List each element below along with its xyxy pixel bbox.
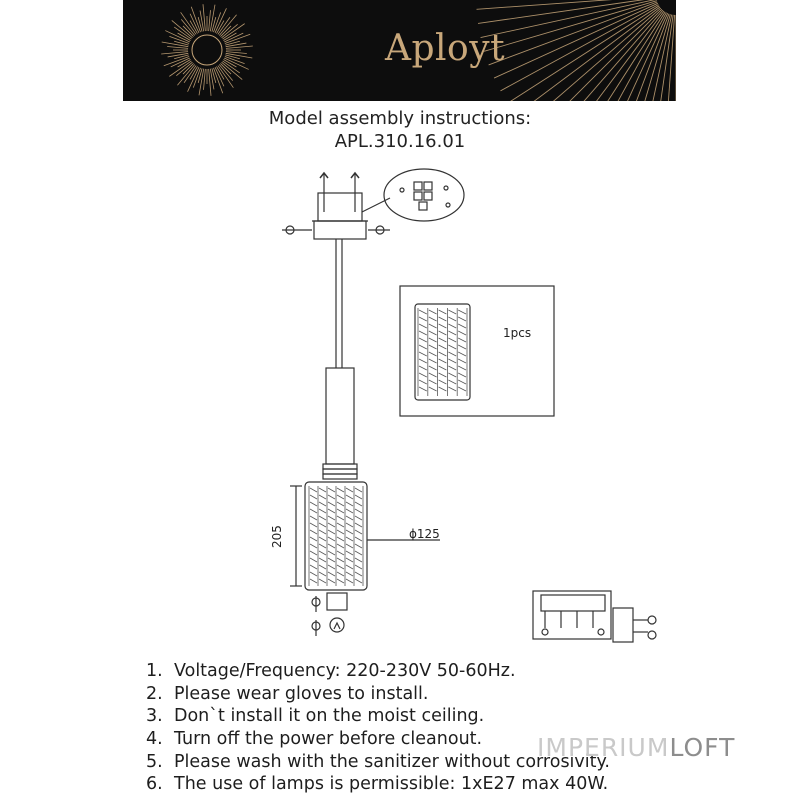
height-value: 205 xyxy=(270,525,284,548)
model-number: APL.310.16.01 xyxy=(334,131,466,152)
list-item: 2. Please wear gloves to install. xyxy=(146,684,429,704)
list-item: 5. Please wash with the sanitizer without corrosivity. xyxy=(146,752,610,772)
brand-logo: Aployt xyxy=(385,28,506,69)
diameter-value: ϕ125 xyxy=(409,527,440,541)
list-item: 1. Voltage/Frequency: 220-230V 50-60Hz. xyxy=(146,661,516,681)
socket-and-bulb xyxy=(312,593,347,636)
parts-box xyxy=(400,286,554,416)
crystal-shade xyxy=(305,482,367,590)
screw-icon xyxy=(282,226,390,234)
list-item: 4. Turn off the power before cleanout. xyxy=(146,729,483,749)
mounting-bracket xyxy=(312,173,368,239)
height-dimension xyxy=(290,486,302,586)
terminal-detail-callout xyxy=(362,169,464,221)
list-item: 3. Don`t install it on the moist ceiling. xyxy=(146,706,485,726)
lamp-body xyxy=(323,368,357,479)
watermark: IMPERIUMLOFT xyxy=(537,733,736,762)
page-title: Model assembly instructions: xyxy=(268,108,532,129)
list-item: 6. The use of lamps is permissible: 1xE27 max 40W. xyxy=(146,774,609,794)
wiring-diagram xyxy=(533,591,656,642)
quantity-label: 1pcs xyxy=(503,326,532,340)
